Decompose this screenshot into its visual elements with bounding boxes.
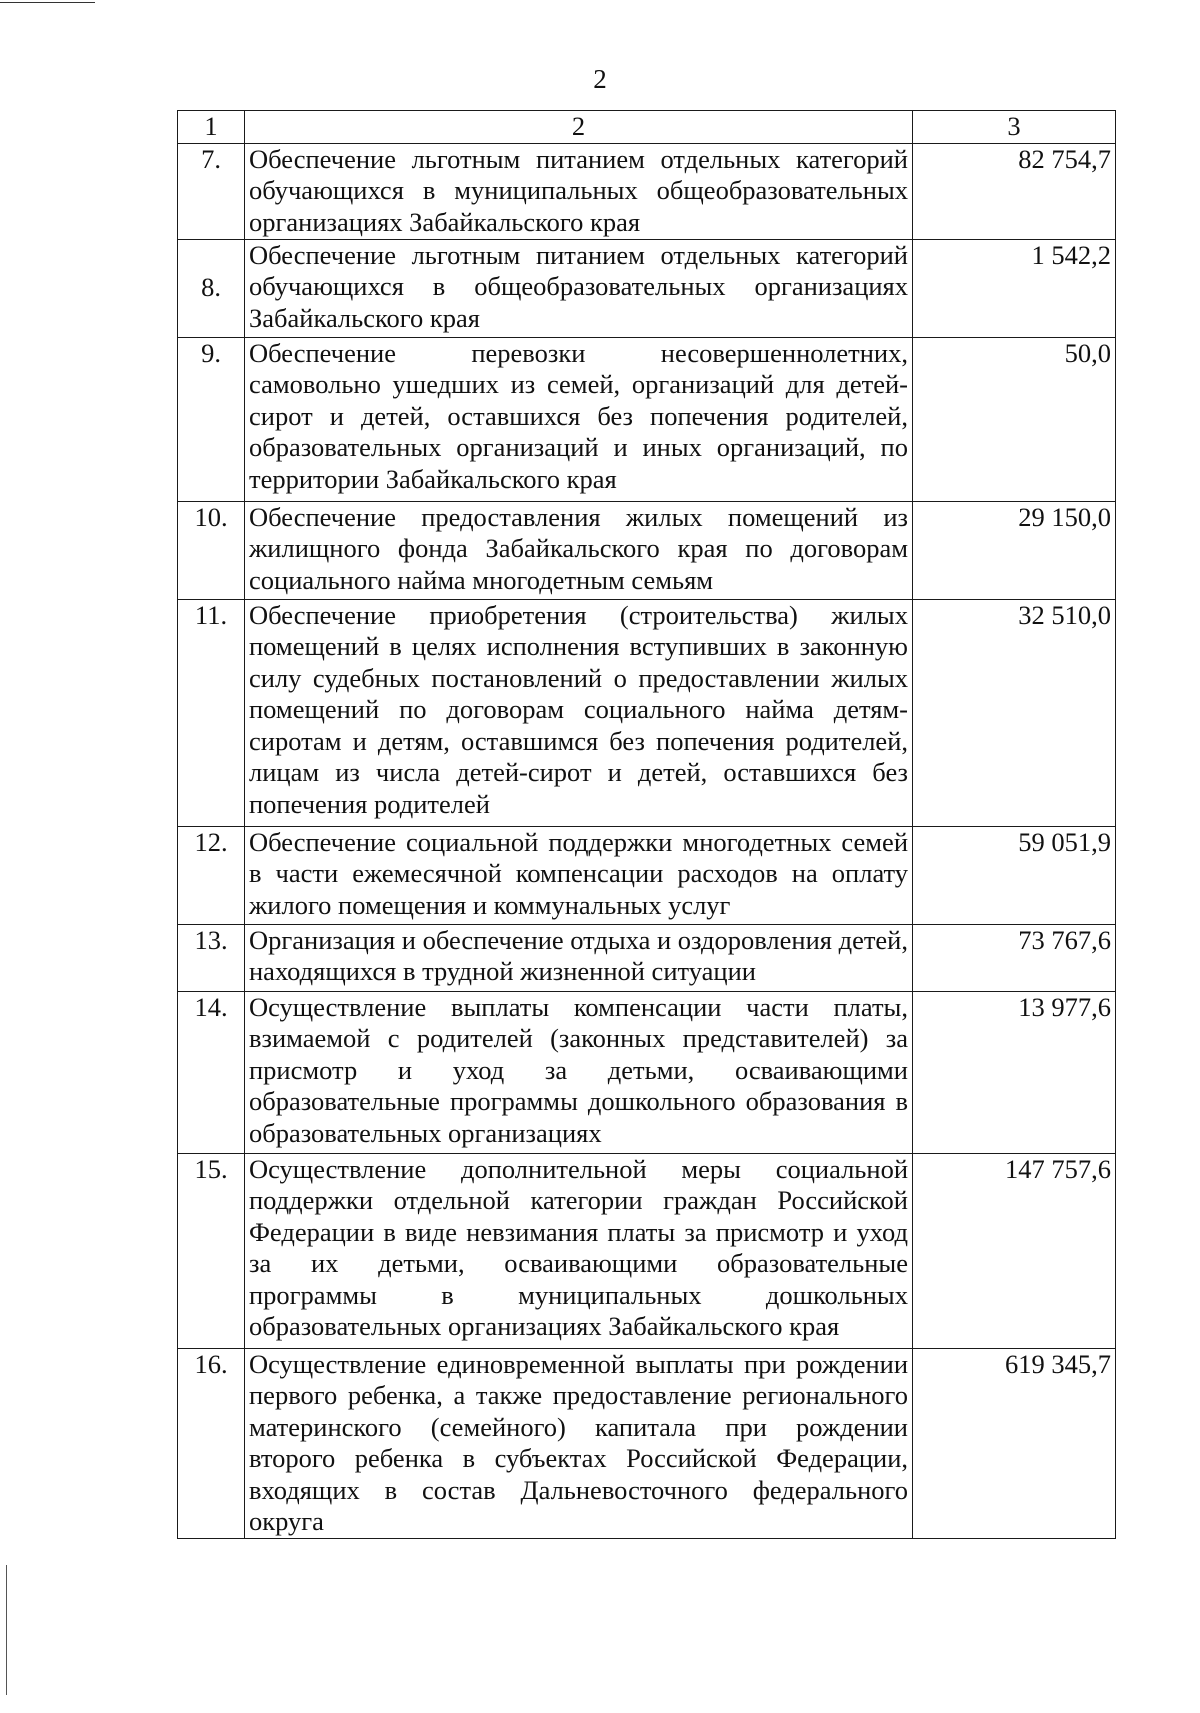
header-cell-num: 1 [178, 111, 245, 144]
table-row [178, 991, 1116, 1153]
row-amount: 619 345,7 [913, 1348, 1116, 1538]
row-description: Обеспечение предоставления жилых помещений из жилищного фонда Забайкальского края по договорам социального найма многодетным семьям [245, 501, 913, 599]
row-description: Обеспечение льготным питанием отдельных категорий обучающихся в общеобразовательных организациях Забайкальского края [245, 239, 913, 337]
row-number: 10. [178, 501, 245, 599]
row-number: 9. [178, 337, 245, 501]
row-amount: 73 767,6 [913, 924, 1116, 991]
table-row [178, 1348, 1116, 1538]
row-description: Организация и обеспечение отдыха и оздоровления детей, находящихся в трудной жизненной ситуации [245, 924, 913, 991]
row-number: 8. [178, 239, 245, 337]
table-row [178, 501, 1116, 599]
row-number: 12. [178, 826, 245, 924]
margin-rule [6, 1565, 7, 1695]
row-description: Обеспечение льготным питанием отдельных категорий обучающихся в муниципальных общеобразовательных организациях Забайкальского края [245, 143, 913, 239]
row-description: Обеспечение перевозки несовершеннолетних, самовольно ушедших из семей, организаций для детей-сирот и детей, оставшихся без попечения родителей, образовательных организаций и иных организаций, по территории Забайкальского края [245, 337, 913, 501]
row-amount: 147 757,6 [913, 1153, 1116, 1348]
page-number: 2 [593, 64, 607, 94]
table-header-row [178, 111, 1116, 144]
row-description: Осуществление дополнительной меры социальной поддержки отдельной категории граждан Российской Федерации в виде невзимания платы за присмотр и уход за их детьми, осваивающими образовательные программы в муниципальных дошкольных образовательных организациях Забайкальского края [245, 1153, 913, 1348]
row-amount: 13 977,6 [913, 991, 1116, 1153]
row-number: 15. [178, 1153, 245, 1348]
table-row [178, 826, 1116, 924]
row-description: Осуществление единовременной выплаты при рождении первого ребенка, а также предоставление регионального материнского (семейного) капитала при рождении второго ребенка в субъектах Российской Федерации, входящих в состав Дальневосточного федерального округа [245, 1348, 913, 1538]
row-description: Обеспечение приобретения (строительства) жилых помещений в целях исполнения вступивших в законную силу судебных постановлений о предоставлении жилых помещений по договорам социального найма детям-сиротам и детям, оставшимся без попечения родителей, лицам из числа детей-сирот и детей, оставшихся без попечения родителей [245, 599, 913, 826]
header-cell-desc: 2 [245, 111, 913, 144]
row-number: 14. [178, 991, 245, 1153]
table-row [178, 337, 1116, 501]
table-row [178, 239, 1116, 337]
row-amount: 29 150,0 [913, 501, 1116, 599]
row-amount: 50,0 [913, 337, 1116, 501]
row-amount: 82 754,7 [913, 143, 1116, 239]
row-number: 7. [178, 143, 245, 239]
top-edge-rule [0, 2, 95, 3]
row-description: Осуществление выплаты компенсации части платы, взимаемой с родителей (законных представителей) за присмотр и уход за детьми, осваивающими образовательные программы дошкольного образования в образовательных организациях [245, 991, 913, 1153]
budget-table [177, 110, 1116, 1539]
row-amount: 1 542,2 [913, 239, 1116, 337]
table-row [178, 143, 1116, 239]
row-number: 16. [178, 1348, 245, 1538]
table-row [178, 599, 1116, 826]
row-amount: 32 510,0 [913, 599, 1116, 826]
row-description: Обеспечение социальной поддержки многодетных семей в части ежемесячной компенсации расходов на оплату жилого помещения и коммунальных услуг [245, 826, 913, 924]
row-number: 11. [178, 599, 245, 826]
table-row [178, 924, 1116, 991]
table-row [178, 1153, 1116, 1348]
row-number: 13. [178, 924, 245, 991]
header-cell-sum: 3 [913, 111, 1116, 144]
row-amount: 59 051,9 [913, 826, 1116, 924]
